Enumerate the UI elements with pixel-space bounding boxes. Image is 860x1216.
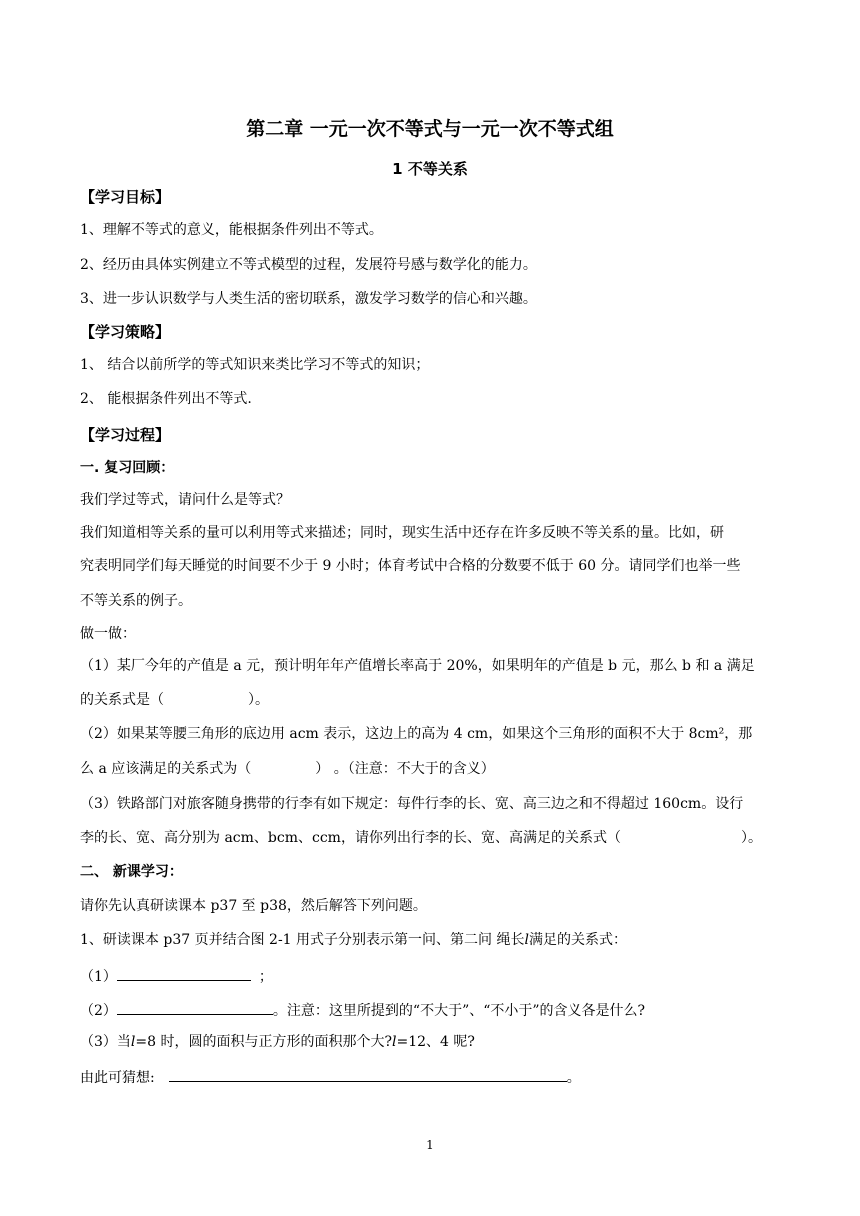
review-paragraph-line: 究表明同学们每天睡觉的时间要不少于 9 小时；体育考试中合格的分数要不低于 60 分。请同学们也举一些 — [80, 558, 741, 574]
goal-item: 3、进一步认识数学与人类生活的密切联系，激发学习数学的信心和兴趣。 — [80, 291, 537, 307]
question-3-answer-line: 李的长、宽、高分别为 acm、bcm、ccm，请你列出行李的长、宽、高满足的关系式（ ）。 — [80, 830, 762, 846]
question-3-line: （3）铁路部门对旅客随身携带的行李有如下规定：每件行李的长、宽、高三边之和不得超过 160cm。设行 — [80, 796, 744, 812]
try-label: 做一做： — [80, 626, 136, 642]
strategy-item: 1、 结合以前所学的等式知识来类比学习不等式的知识； — [80, 357, 430, 373]
strategy-item: 2、 能根据条件列出不等式. — [80, 391, 252, 407]
goals-heading: 【学习目标】 — [80, 188, 171, 206]
review-paragraph-line: 我们知道相等关系的量可以利用等式来描述；同时，现实生活中还存在许多反映不等关系的量。比如，研 — [80, 525, 724, 541]
question-2-line: （2）如果某等腰三角形的底边用 acm 表示，这边上的高为 4 cm，如果这个三角形的面积不大于 8cm²，那 — [80, 726, 753, 742]
study-item-1: 1、研读课本 p37 页并结合图 2-1 用式子分别表示第一问、第二问 绳长l满足的关系式： — [80, 932, 627, 948]
new-lesson-intro: 请你先认真研读课本 p37 至 p38，然后解答下列问题。 — [80, 898, 427, 914]
question-2-answer-line: 么 a 应该满足的关系式为（ ） 。（注意：不大于的含义） — [80, 761, 495, 777]
review-heading: 一. 复习回顾： — [80, 460, 175, 476]
guess-line: 由此可猜想: 。 — [80, 1066, 581, 1088]
chapter-title: 第二章 一元一次不等式与一元一次不等式组 — [246, 118, 614, 140]
part-1-line: （1） ； — [80, 965, 273, 987]
part-3-line: （3）当l=8 时，圆的面积与正方形的面积那个大?l=12、4 呢? — [80, 1034, 475, 1050]
part-2-line: （2） 。注意：这里所提到的“不大于”、“不小于”的含义各是什么? — [80, 999, 645, 1021]
new-lesson-heading: 二、 新课学习： — [80, 864, 183, 880]
goal-item: 2、经历由具体实例建立不等式模型的过程，发展符号感与数学化的能力。 — [80, 257, 537, 273]
review-question: 我们学过等式，请问什么是等式？ — [80, 492, 290, 508]
question-1-answer-line: 的关系式是（ ）。 — [80, 692, 269, 708]
fill-in-underline[interactable] — [117, 999, 273, 1015]
lesson-title: 1 不等关系 — [392, 160, 468, 178]
goal-item: 1、理解不等式的意义，能根据条件列出不等式。 — [80, 222, 383, 238]
review-paragraph-line: 不等关系的例子。 — [80, 593, 192, 609]
fill-in-underline[interactable] — [169, 1066, 567, 1082]
process-heading: 【学习过程】 — [80, 426, 171, 444]
strategy-heading: 【学习策略】 — [80, 323, 171, 341]
fill-in-underline[interactable] — [117, 965, 251, 981]
question-1-line: （1）某厂今年的产值是 a 元，预计明年年产值增长率高于 20%，如果明年的产值是 b 元，那么 b 和 a 满足 — [80, 658, 755, 674]
page-number: 1 — [426, 1138, 434, 1152]
